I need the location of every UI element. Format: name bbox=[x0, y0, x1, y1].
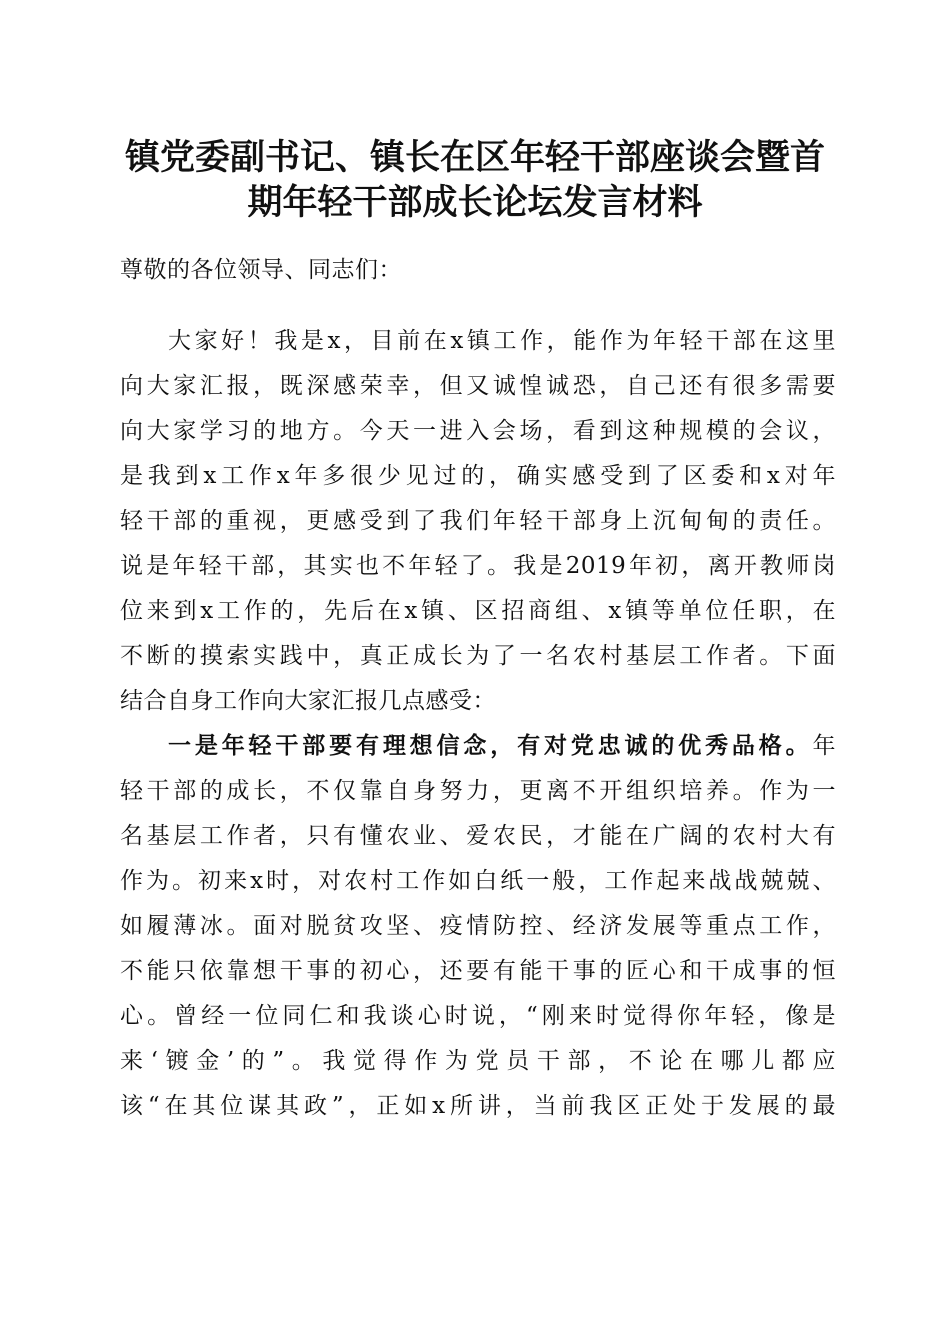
paragraph-2-line: 该“在其位谋其政”，正如x所讲，当前我区正处于发展的最 bbox=[120, 1093, 836, 1119]
paragraph-2-line: 轻干部的成长，不仅靠自身努力，更离不开组织培养。作为一 bbox=[120, 778, 836, 804]
paragraph-2-line: 来‘镀金’的”。我觉得作为党员干部，不论在哪儿都应 bbox=[120, 1048, 836, 1074]
paragraph-1-line: 向大家学习的地方。今天一进入会场，看到这种规模的会议， bbox=[120, 418, 836, 444]
paragraph-2-line: 心。曾经一位同仁和我谈心时说，“刚来时觉得你年轻，像是 bbox=[120, 1003, 836, 1029]
salutation: 尊敬的各位领导、同志们： bbox=[120, 257, 402, 283]
paragraph-2-line: 不能只依靠想干事的初心，还要有能干事的匠心和干成事的恒 bbox=[120, 958, 836, 984]
paragraph-2-first-line-tail: 年 bbox=[812, 733, 836, 759]
paragraph-1-line: 向大家汇报，既深感荣幸，但又诚惶诚恐，自己还有很多需要 bbox=[120, 373, 836, 399]
document-title-line-1: 镇党委副书记、镇长在区年轻干部座谈会暨首 bbox=[124, 137, 825, 178]
paragraph-1-line: 是我到x工作x年多很少见过的，确实感受到了区委和x对年 bbox=[120, 463, 836, 489]
paragraph-1-line: 轻干部的重视，更感受到了我们年轻干部身上沉甸甸的责任。 bbox=[120, 508, 836, 534]
paragraph-2-line: 作为。初来x时，对农村工作如白纸一般，工作起来战战兢兢、 bbox=[120, 868, 836, 894]
paragraph-2-first-line bbox=[168, 731, 836, 761]
paragraph-1-line: 结合自身工作向大家汇报几点感受： bbox=[120, 688, 496, 714]
document-title-line-2: 期年轻干部成长论坛发言材料 bbox=[247, 182, 703, 223]
paragraph-2-line: 名基层工作者，只有懂农业、爱农民，才能在广阔的农村大有 bbox=[120, 823, 836, 849]
paragraph-2-line: 如履薄冰。面对脱贫攻坚、疫情防控、经济发展等重点工作， bbox=[120, 913, 836, 939]
paragraph-1-line: 不断的摸索实践中，真正成长为了一名农村基层工作者。下面 bbox=[120, 643, 836, 669]
paragraph-1-line: 大家好！我是x，目前在x镇工作，能作为年轻干部在这里 bbox=[168, 328, 836, 354]
paragraph-2-heading: 一是年轻干部要有理想信念，有对党忠诚的优秀品格。 bbox=[168, 732, 813, 759]
paragraph-1-line: 位来到x工作的，先后在x镇、区招商组、x镇等单位任职，在 bbox=[120, 598, 836, 624]
paragraph-1-line: 说是年轻干部，其实也不年轻了。我是2019年初，离开教师岗 bbox=[120, 553, 836, 579]
